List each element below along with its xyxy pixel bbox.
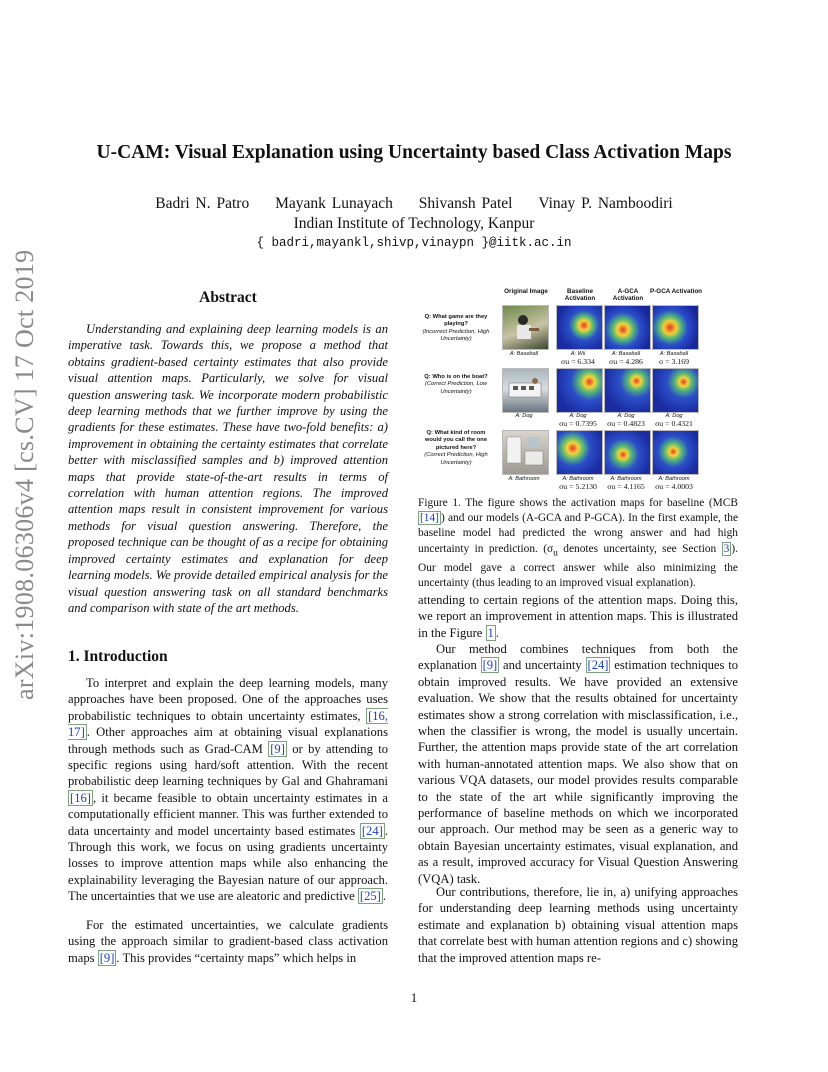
section-heading-introduction: 1. Introduction	[68, 648, 168, 665]
baseline-activation-map	[556, 368, 603, 413]
answer-label	[496, 351, 552, 358]
column-header: Original Image	[504, 288, 548, 295]
answer-text: A: Baseball	[509, 351, 539, 357]
citation-link[interactable]: [25]	[359, 889, 381, 904]
agca-activation-map	[604, 305, 651, 350]
answer-text: A: Bathroom	[658, 476, 690, 482]
author-list	[0, 195, 828, 213]
paragraph-text: and uncertainty	[499, 658, 586, 673]
abstract-text: Understanding and explaining deep learning models is an imperative task. Towards this, we propose a method that obtains gradient-based certainty estimates that also provide visual attention maps. Particularly, we solve for visual question answering task. We incorporate modern probabilistic deep learning methods that we further improve by using the gradients for these estimates. These have two-fold benefits: a) improvement in obtaining the certainty estimates that correlate better with misclassified samples and b) improved attention maps that provide state-of-the-art results in terms of correlation with human attention regions. The improved attention maps result in consistent improvement for various methods for visual question answering. Therefore, the proposed technique can be thought of as a recipe for obtaining improved certainty estimates and explanation for deep learning models. We provide detailed empirical analysis for the visual question answering task on all standard benchmarks and comparison with state of the art methods.	[68, 322, 388, 615]
caption-text: denotes uncertainty, see Section	[557, 542, 722, 555]
abstract-heading: Abstract	[199, 289, 257, 306]
uncertainty-value: σ = 3.169	[658, 356, 690, 366]
author-name: Shivansh Patel	[418, 195, 513, 212]
answer-text: A: Dog	[665, 413, 683, 419]
prediction-note: (Correct Prediction, High Uncertainty)	[424, 452, 488, 466]
figure-caption	[418, 496, 738, 592]
prediction-note: (Incorrect Prediction, High Uncertainty)	[422, 328, 490, 343]
prediction-note: (Correct Prediction, Low Uncertainty)	[424, 381, 488, 395]
uncertainty-value: σu = 4.286	[609, 356, 643, 366]
right-paragraph-3: Our contributions, therefore, lie in, a) unifying approaches for understanding deep learning methods using uncertainty estimate and explanation b) obtaining visual attention maps that correlate best with human attention regions and c) showing that the improved attention maps re-	[418, 885, 739, 965]
baseline-activation-map	[556, 305, 603, 350]
citation-link[interactable]: [14]	[420, 512, 439, 525]
answer-label	[496, 476, 552, 483]
uncertainty-value: σu = 4.1165	[607, 481, 645, 491]
citation-link[interactable]: [24]	[361, 823, 383, 838]
affiliation: Indian Institute of Technology, Kanpur	[293, 215, 535, 232]
paragraph-text: .	[382, 889, 387, 904]
answer-text: A: Dog	[569, 413, 587, 419]
answer-text: A: Baseball	[659, 351, 689, 357]
answer-text: A: Bathroom	[562, 476, 594, 482]
baseline-activation-map	[556, 430, 603, 475]
citation-link[interactable]: [16, 17]	[68, 708, 388, 740]
agca-activation-map	[604, 430, 651, 475]
section-link[interactable]: 3	[723, 542, 730, 555]
caption-text: ). Our model gave a correct answer while also minimizing the uncertainty (thus leading to an improved visual explanation).	[418, 542, 738, 590]
answer-text: A: Dog	[617, 413, 635, 419]
original-image-boat	[502, 368, 549, 413]
caption-subscript: u	[553, 547, 558, 558]
figure-link[interactable]: 1	[487, 625, 494, 640]
right-paragraph-continued	[418, 592, 738, 641]
answer-label	[496, 413, 552, 420]
column-header: Baseline Activation	[564, 288, 596, 303]
intro-paragraph-2	[68, 917, 388, 966]
pgca-activation-map	[652, 368, 699, 413]
agca-activation-map	[604, 368, 651, 413]
paragraph-text: Our method combines techniques from both the explanation	[418, 642, 738, 673]
author-email: { badri,mayankl,shivp,vinaypn }@iitk.ac.in	[256, 236, 572, 250]
original-image-bathroom	[502, 430, 549, 475]
paragraph-text: attending to certain regions of the attention maps. Doing this, we report an improvement in attention maps. This is illustrated in the Figure	[418, 593, 738, 640]
uncertainty-value: σu = 0.4823	[607, 418, 645, 428]
uncertainty-value: σu = 4.0003	[655, 481, 693, 491]
answer-text: A: Dog	[515, 413, 533, 419]
author-name: Badri N. Patro	[155, 195, 250, 212]
question-text: Q: What kind of room would you call the one pictured here?	[424, 430, 488, 451]
figure-question	[418, 314, 494, 344]
pgca-activation-map	[652, 430, 699, 475]
author-name: Vinay P. Namboodiri	[538, 195, 673, 212]
paper-title: U-CAM: Visual Explanation using Uncertainty based Class Activation Maps	[96, 142, 732, 163]
paragraph-text: , it became feasible to obtain uncertainty estimates in a computationally efficient manner. This was further extended to data uncertainty and model uncertainty based estimates	[68, 790, 388, 838]
paragraph-text: To interpret and explain the deep learning models, many approaches have been proposed. One of the approaches uses probabilistic techniques to obtain uncertainty estimates,	[68, 676, 388, 723]
paragraph-text: . This provides “certainty maps” which helps in	[116, 950, 357, 965]
paragraph-text: estimation techniques to obtain improved results. We have provided an extensive evaluation. We show that the results obtained for uncertainty estimates show a strong correlation with misclassification, i.e., when the classifier is wrong, the model is usually uncertain. Further, the attention maps provide state of the art correlation with human-annotated attention maps. We also show that on various VQA datasets, our model provides results comparable to the state of the art while significantly improving the performance of baseline methods on which we incorporated our approach. Our method may be seen as a generic way to obtain Bayesian uncertainty estimates, visual explanation, and as a result, improved accuracy for Visual Question Answering (VQA) task.	[418, 658, 739, 886]
uncertainty-value: σu = 0.7395	[559, 418, 597, 428]
answer-label	[646, 476, 702, 491]
uncertainty-value: σu = 5.2130	[559, 481, 597, 491]
intro-paragraph-1	[68, 675, 388, 905]
uncertainty-value: σu = 0.4321	[655, 418, 693, 428]
citation-link[interactable]: [9]	[270, 741, 285, 756]
answer-label	[646, 413, 702, 428]
answer-label	[646, 351, 702, 366]
question-text: Q: What game are they playing?	[424, 314, 488, 328]
citation-link[interactable]: [16]	[70, 790, 91, 805]
caption-text: Figure 1. The figure shows the activation maps for baseline (MCB	[418, 497, 738, 509]
question-text: Q: Who is on the boat?	[424, 374, 488, 380]
paragraph-text: . Other approaches aim at obtaining visual explanations through methods such as Grad-CAM	[68, 725, 388, 756]
column-header: P-GCA Activation	[650, 288, 703, 295]
figure-1	[418, 288, 740, 493]
citation-link[interactable]: [9]	[99, 950, 115, 965]
caption-text: ) and our models (A-GCA and P-GCA). In the first example, the baseline model had predicted the wrong answer and had high uncertainty in prediction. (σ	[418, 512, 738, 555]
answer-text: A: Bathroom	[610, 476, 642, 482]
citation-link[interactable]: [24]	[587, 658, 609, 673]
pgca-activation-map	[652, 305, 699, 350]
right-paragraph-2	[418, 641, 738, 887]
paragraph-text: .	[495, 625, 499, 640]
figure-question	[418, 430, 494, 467]
original-image-baseball	[502, 305, 549, 350]
paragraph-text: . Through this work, we focus on using gradients uncertainty losses to improve attention maps while also enhancing the explainability leveraging the Bayesian nature of our approach. The uncertainties that we use are aleatoric and predictive	[68, 823, 388, 904]
answer-text: A: Wii	[570, 351, 586, 357]
paragraph-text: For the estimated uncertainties, we calculate gradients using the approach similar to gradient-based class activation maps	[68, 918, 388, 965]
citation-link[interactable]: [9]	[482, 658, 498, 673]
figure-question	[418, 374, 494, 396]
answer-text: A: Bathroom	[508, 476, 540, 482]
uncertainty-value: σu = 6.334	[561, 356, 595, 366]
column-header: A-GCA Activation	[612, 288, 644, 303]
page-number: 1	[410, 990, 418, 1005]
answer-text: A: Baseball	[611, 351, 641, 357]
paragraph-text: or by attending to specific regions using hard/soft attention. With the recent probabilistic deep learning techniques by Gal and Ghahramani	[68, 741, 388, 789]
author-name: Mayank Lunayach	[275, 195, 393, 212]
arxiv-sidebar-stamp: arXiv:1908.06306v4 [cs.CV] 17 Oct 2019	[10, 249, 39, 700]
